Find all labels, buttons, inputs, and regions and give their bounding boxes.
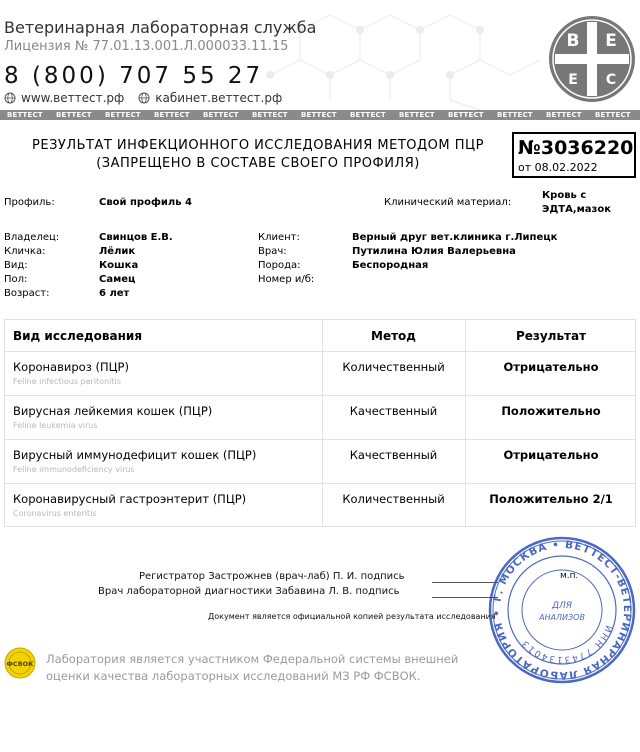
age-label: Возраст: [4,288,50,299]
brand-strip-text: ВЕТТЕСТ [105,111,141,119]
fsvok-participation-note: Лаборатория является участником Федеральной системы внешней оценки качества лабораторных исследований МЗ РФ ФСВОК. [46,652,459,683]
test-result: Отрицательно [503,360,599,374]
stamp-center-line-1: ДЛЯ [551,601,573,611]
report-number-box [512,132,636,178]
brand-strip-text: ВЕТТЕСТ [497,111,533,119]
species-label: Вид: [4,260,28,271]
report-title [20,137,496,173]
test-name: Коронавирусный гастроэнтерит (ПЦР) [13,492,247,506]
brand-strip-text: ВЕТТЕСТ [448,111,484,119]
brand-strip-text: ВЕТТЕСТ [546,111,582,119]
doctor-label: Врач: [258,246,287,257]
vettest-logo [547,14,637,104]
profile-label: Профиль: [4,197,55,208]
brand-strip-text: ВЕТТЕСТ [399,111,435,119]
nickname-label: Кличка: [4,246,46,257]
phone-number[interactable]: 8 (800) 707 55 27 [4,63,264,89]
header-test: Вид исследования [13,329,143,343]
brand-strip-text: ВЕТТЕСТ [252,111,288,119]
material-value-line-1: Кровь с [542,190,587,201]
blue-seal-stamp [488,536,636,684]
report-date: от 08.02.2022 [518,161,598,174]
test-latin-name: Feline leukemia virus [13,421,98,430]
report-number: №3036220 [518,137,634,159]
test-method: Количественный [342,360,445,374]
brand-strip-text: ВЕТТЕСТ [595,111,631,119]
results-table [4,319,636,527]
registrar-signature-line: Регистратор Застрожнев (врач-лаб) П. И. подпись [139,571,405,582]
client-label: Клиент: [258,232,300,243]
stamp-place-label: м.п. [560,571,579,581]
profile-value: Свой профиль 4 [99,197,192,208]
test-name: Вирусная лейкемия кошек (ПЦР) [13,404,213,418]
brand-strip-text: ВЕТТЕСТ [154,111,190,119]
test-result: Положительно [501,404,601,418]
sex-label: Пол: [4,274,28,285]
letterhead [0,0,640,120]
brand-strip-text: ВЕТТЕСТ [203,111,239,119]
test-latin-name: Feline infectious peritonitis [13,377,121,386]
logo-letter-4: Е [568,72,578,88]
report-title-line-1: РЕЗУЛЬТАТ ИНФЕКЦИОННОГО ИССЛЕДОВАНИЯ МЕТОДОМ ПЦР [32,138,484,153]
owner-label: Владелец: [4,232,60,243]
test-method: Качественный [349,448,438,462]
breed-label: Порода: [258,260,301,271]
header-method: Метод [371,329,416,343]
client-value: Верный друг вет.клиника г.Липецк [352,232,558,243]
test-result: Отрицательно [503,448,599,462]
brand-strip-text: ВЕТТЕСТ [56,111,92,119]
official-copy-note: Документ является официальной копией результата исследования [208,612,496,621]
material-label: Клинический материал: [384,197,512,208]
test-method: Качественный [349,404,438,418]
test-latin-name: Coronavirus enteritis [13,509,97,518]
breed-value: Беспородная [352,260,429,271]
age-value: 6 лет [99,288,130,299]
brand-strip-text: ВЕТТЕСТ [350,111,386,119]
stamp-center-line-2: АНАЛИЗОВ [539,613,585,622]
site-url: www.веттест.рф [21,91,125,105]
fsvok-badge [4,647,36,679]
test-result: Положительно 2/1 [489,492,613,506]
report-title-line-2: (ЗАПРЕЩЕНО В СОСТАВЕ СВОЕГО ПРОФИЛЯ) [96,156,420,171]
stamp-outer-text: Г. МОСКВА • ВЕТТЕСТ-ВЕТЕРИНАРНАЯ ЛАБОРАТОРИЯ • [490,538,634,682]
test-latin-name: Feline immunodeficiency virus [13,465,135,474]
case-number-label: Номер и/б: [258,274,315,285]
cabinet-url: кабинет.веттест.рф [155,91,283,105]
sex-value: Самец [99,274,136,285]
brand-strip [0,110,640,120]
test-name: Вирусный иммунодефицит кошек (ПЦР) [13,448,257,462]
brand-strip-text: ВЕТТЕСТ [301,111,337,119]
license-number: Лицензия № 77.01.13.001.Л.000033.11.15 [4,39,289,54]
test-name: Коронавироз (ПЦР) [13,360,129,374]
doctor-value: Путилина Юлия Валерьевна [352,246,516,257]
nickname-value: Лёлик [99,246,136,257]
cabinet-link[interactable] [138,91,282,105]
material-value-line-2: ЭДТА,мазок [542,204,611,215]
doctor-signature-line: Врач лабораторной диагностики Забавина Л. В. подпись [98,586,400,597]
logo-letter-5: С [605,72,617,88]
site-link[interactable] [4,91,124,105]
logo-letter-1: В [566,31,580,51]
globe-icon [4,92,16,104]
owner-value: Свинцов Е.В. [99,232,173,243]
stamp-inner-text: ИНН 7743134013 [519,623,614,665]
globe-icon [138,92,150,104]
web-links [4,91,282,105]
lab-name: Ветеринарная лабораторная служба [4,18,317,37]
brand-strip-text: ВЕТТЕСТ [7,111,43,119]
species-value: Кошка [99,260,139,271]
header-result: Результат [515,329,587,343]
test-method: Количественный [342,492,445,506]
logo-letter-2: Е [605,31,617,51]
fsvok-badge-text: ФСВОК [6,660,34,668]
